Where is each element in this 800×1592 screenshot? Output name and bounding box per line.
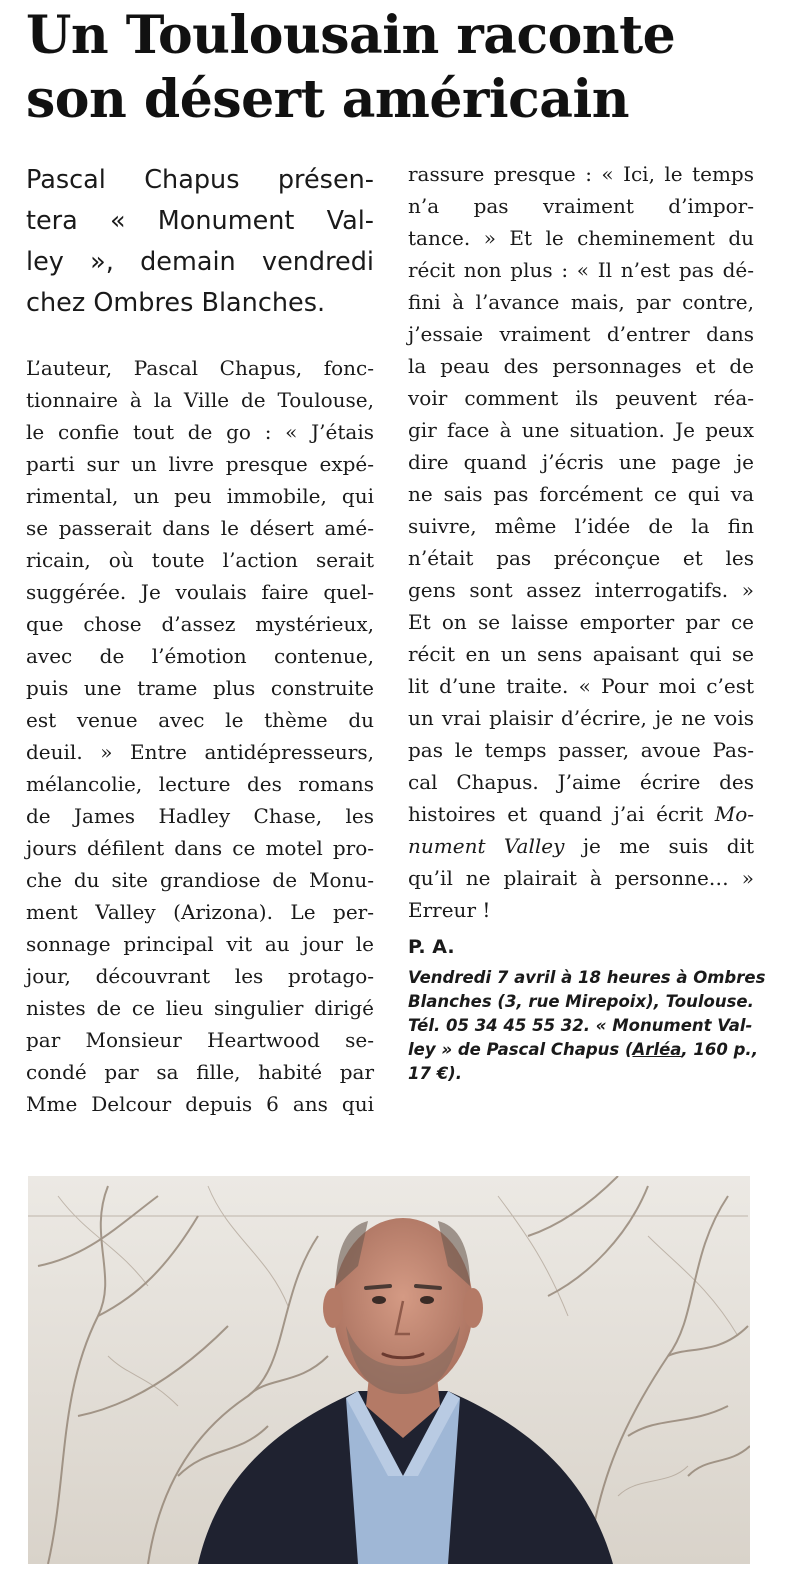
column-right — [408, 158, 766, 1086]
text-line: Mme Delcour depuis 6 ans qui — [26, 1092, 374, 1116]
text-line: che du site grandiose de Monu- — [26, 868, 374, 892]
text-line: n’était pas préconçue et les — [408, 546, 754, 570]
text-line — [408, 830, 754, 862]
text-line: jours défilent dans ce motel pro- — [26, 836, 374, 860]
info-line — [408, 1038, 758, 1062]
text-line: rassure presque : « Ici, le temps — [408, 162, 754, 186]
text-line: sonnage principal vit au jour le — [26, 932, 374, 956]
text-line: deuil. » Entre antidépresseurs, — [26, 740, 374, 764]
portrait-photo-icon — [28, 1176, 750, 1564]
text-line: dire quand j’écris une page je — [408, 450, 754, 474]
lede-line: tera « Monument Val- — [26, 206, 374, 236]
text-line: gir face à une situation. Je peux — [408, 418, 754, 442]
text-line: récit en un sens apaisant qui se — [408, 642, 754, 666]
text-line: L’auteur, Pascal Chapus, fonc- — [26, 356, 374, 380]
lede-line: ley », demain vendredi — [26, 247, 374, 277]
info-line: Vendredi 7 avril à 18 heures à Ombres — [408, 968, 766, 987]
info-fragment: ley » de Pascal Chapus ( — [408, 1040, 633, 1059]
text-line: n’a pas vraiment d’impor- — [408, 194, 754, 218]
lede — [26, 160, 374, 324]
text-fragment: histoires et quand j’ai écrit — [408, 802, 704, 826]
text-line: récit non plus : « Il n’est pas dé- — [408, 258, 754, 282]
text-line: j’essaie vraiment d’entrer dans — [408, 322, 754, 346]
text-line: Et on se laisse emporter par ce — [408, 610, 754, 634]
column-left — [26, 158, 374, 1120]
article-body-left — [26, 352, 374, 1120]
publisher-link[interactable]: Arléa — [632, 1040, 682, 1059]
text-line: par Monsieur Heartwood se- — [26, 1028, 374, 1052]
text-line: tance. » Et le cheminement du — [408, 226, 754, 250]
text-line: de James Hadley Chase, les — [26, 804, 374, 828]
info-line: Tél. 05 34 45 55 32. « Monument Val- — [408, 1016, 753, 1035]
text-line: un vrai plaisir d’écrire, je ne vois — [408, 706, 754, 730]
text-line: parti sur un livre presque expé- — [26, 452, 374, 476]
text-line: gens sont assez interrogatifs. » — [408, 578, 754, 602]
book-title-italic: nument Valley — [408, 834, 565, 858]
text-line: condé par sa fille, habité par — [26, 1060, 374, 1084]
text-line: ne sais pas forcément ce qui va — [408, 482, 754, 506]
text-line: suggérée. Je voulais faire quel- — [26, 580, 374, 604]
text-line: la peau des personnages et de — [408, 354, 754, 378]
text-line: jour, découvrant les protago- — [26, 964, 374, 988]
text-line: nistes de ce lieu singulier dirigé — [26, 996, 374, 1020]
lede-line: Pascal Chapus présen- — [26, 165, 374, 195]
headline — [26, 4, 786, 132]
text-line: tionnaire à la Ville de Toulouse, — [26, 388, 374, 412]
info-line: 17 €). — [408, 1064, 462, 1083]
text-line: fini à l’avance mais, par contre, — [408, 290, 754, 314]
text-line: Erreur ! — [408, 898, 491, 922]
article-body-right — [408, 158, 754, 926]
text-line: lit d’une traite. « Pour moi c’est — [408, 674, 754, 698]
text-line: puis une trame plus construite — [26, 676, 374, 700]
text-fragment: je me suis dit — [582, 834, 754, 858]
text-line: se passerait dans le désert amé- — [26, 516, 374, 540]
text-line: qu’il ne plairait à personne… » — [408, 866, 754, 890]
info-fragment: , 160 p., — [681, 1040, 758, 1059]
headline-line-1: Un Toulousain raconte — [26, 5, 676, 66]
text-line: mélancolie, lecture des romans — [26, 772, 374, 796]
text-line: rimental, un peu immobile, qui — [26, 484, 374, 508]
event-info — [408, 966, 766, 1086]
text-line: voir comment ils peuvent réa- — [408, 386, 754, 410]
text-line: avec de l’émotion contenue, — [26, 644, 374, 668]
text-line: ment Valley (Arizona). Le per- — [26, 900, 374, 924]
author-signature: P. A. — [408, 936, 455, 958]
text-line: est venue avec le thème du — [26, 708, 374, 732]
headline-line-2: son désert américain — [26, 69, 630, 130]
text-line: suivre, même l’idée de la fin — [408, 514, 754, 538]
book-title-italic: Mo- — [714, 802, 754, 826]
text-line: le confie tout de go : « J’étais — [26, 420, 374, 444]
text-line: pas le temps passer, avoue Pas- — [408, 738, 754, 762]
lede-line: chez Ombres Blanches. — [26, 288, 326, 318]
text-line: cal Chapus. J’aime écrire des — [408, 770, 754, 794]
info-line: Blanches (3, rue Mirepoix), Toulouse. — [408, 992, 754, 1011]
author-portrait-photo — [28, 1176, 750, 1564]
text-line: ricain, où toute l’action serait — [26, 548, 374, 572]
text-line — [408, 798, 754, 830]
text-line: que chose d’assez mystérieux, — [26, 612, 374, 636]
